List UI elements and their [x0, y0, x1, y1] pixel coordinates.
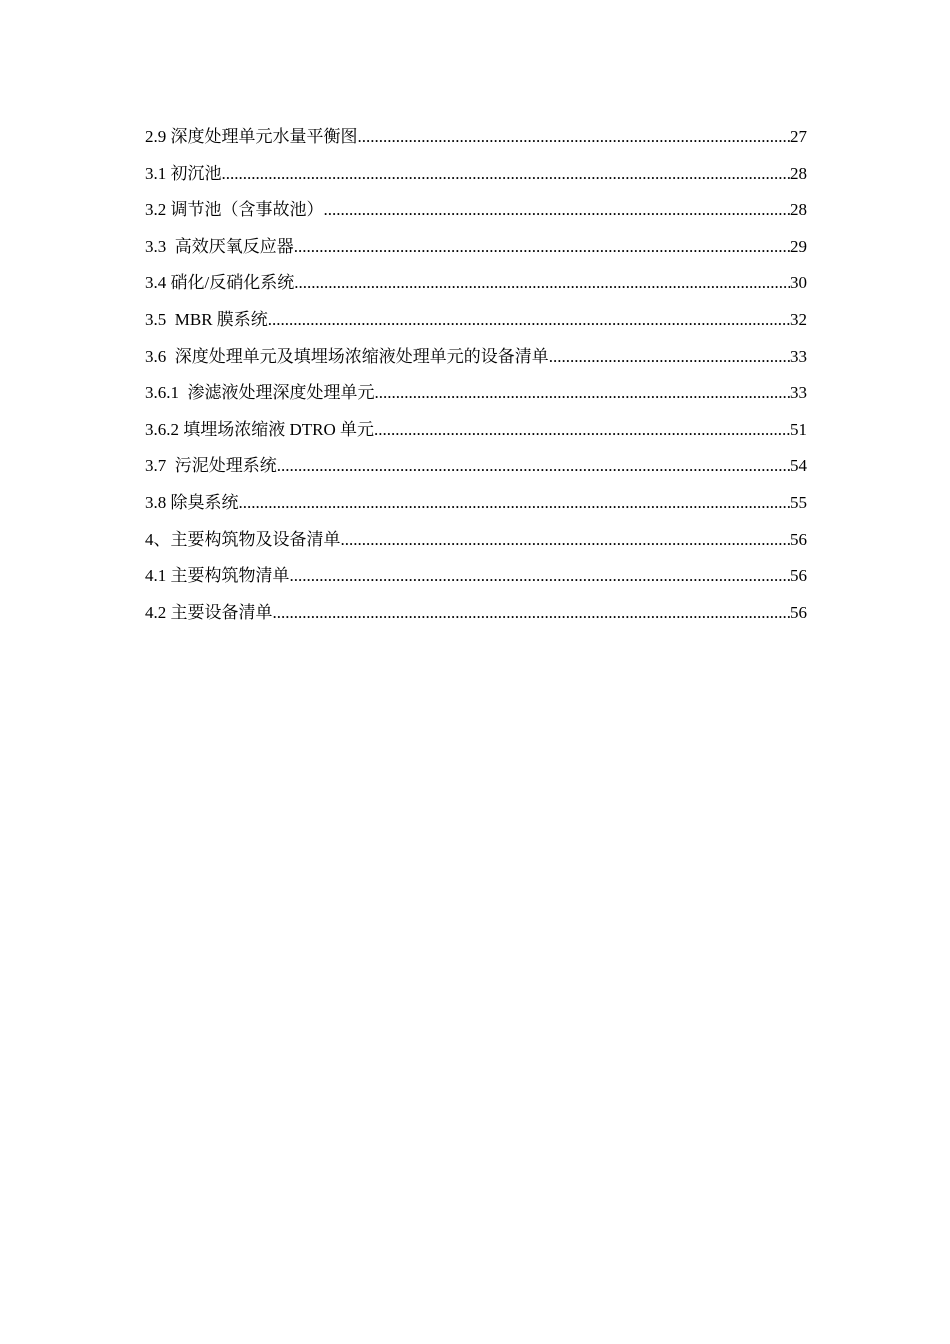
toc-entry-page: 29 — [790, 236, 807, 256]
toc-entry-page: 28 — [790, 200, 807, 220]
toc-entry-page: 33 — [790, 346, 807, 366]
toc-dot-leader — [290, 564, 791, 588]
toc-entry-page: 27 — [790, 127, 807, 146]
toc-entry-page: 56 — [790, 529, 807, 549]
toc-entry-page: 51 — [790, 419, 807, 439]
toc-dot-leader — [294, 271, 790, 295]
toc-entry-3-5[interactable] — [145, 308, 807, 345]
toc-entry-page: 33 — [790, 383, 807, 403]
toc-entry-4-1[interactable] — [145, 564, 807, 601]
toc-entry-4-2[interactable] — [145, 601, 807, 638]
toc-dot-leader — [549, 345, 790, 369]
toc-dot-leader — [294, 235, 790, 259]
table-of-contents — [145, 125, 807, 637]
toc-entry-3-2[interactable] — [145, 198, 807, 235]
toc-entry-title: 3.8 除臭系统 — [145, 492, 239, 512]
toc-entry-3-4[interactable] — [145, 271, 807, 308]
toc-entry-page: 30 — [790, 273, 807, 293]
toc-entry-title: 4.1 主要构筑物清单 — [145, 566, 290, 586]
toc-dot-leader — [273, 601, 791, 625]
toc-entry-title: 3.7 污泥处理系统 — [145, 456, 277, 476]
toc-dot-leader — [375, 381, 791, 405]
toc-entry-page: 56 — [790, 566, 807, 586]
toc-dot-leader — [277, 454, 790, 478]
toc-entry-title: 3.6.1 渗滤液处理深度处理单元 — [145, 383, 375, 403]
toc-entry-3-3[interactable] — [145, 235, 807, 272]
toc-entry-title: 3.5 MBR 膜系统 — [145, 309, 268, 329]
toc-entry-3-6[interactable] — [145, 345, 807, 382]
toc-dot-leader — [341, 528, 791, 552]
toc-entry-title: 2.9 深度处理单元水量平衡图 — [145, 127, 358, 146]
toc-entry-title: 3.6.2 填埋场浓缩液 DTRO 单元 — [145, 419, 375, 439]
toc-dot-leader — [358, 125, 791, 149]
toc-dot-leader — [222, 162, 791, 186]
toc-entry-page: 56 — [790, 602, 807, 622]
toc-entry-3-6-2[interactable] — [145, 418, 807, 455]
toc-entry-4[interactable] — [145, 528, 807, 565]
toc-entry-3-1[interactable] — [145, 162, 807, 199]
toc-entry-page: 28 — [790, 163, 807, 183]
toc-entry-title: 4.2 主要设备清单 — [145, 602, 273, 622]
toc-entry-title: 3.3 高效厌氧反应器 — [145, 236, 294, 256]
toc-entry-page: 32 — [790, 309, 807, 329]
toc-dot-leader — [374, 418, 790, 442]
toc-entry-title: 3.6 深度处理单元及填埋场浓缩液处理单元的设备清单 — [145, 346, 549, 366]
toc-entry-title: 4、主要构筑物及设备清单 — [145, 529, 341, 549]
toc-entry-3-7[interactable] — [145, 454, 807, 491]
toc-entry-page: 54 — [790, 456, 807, 476]
toc-entry-title: 3.1 初沉池 — [145, 163, 222, 183]
toc-dot-leader — [268, 308, 790, 332]
toc-dot-leader — [239, 491, 791, 515]
toc-entry-3-6-1[interactable] — [145, 381, 807, 418]
toc-entry-page: 55 — [790, 492, 807, 512]
toc-entry-2-9[interactable] — [145, 125, 807, 162]
toc-entry-title: 3.2 调节池（含事故池） — [145, 200, 324, 220]
toc-dot-leader — [324, 198, 791, 222]
toc-entry-title: 3.4 硝化/反硝化系统 — [145, 273, 295, 293]
toc-entry-3-8[interactable] — [145, 491, 807, 528]
